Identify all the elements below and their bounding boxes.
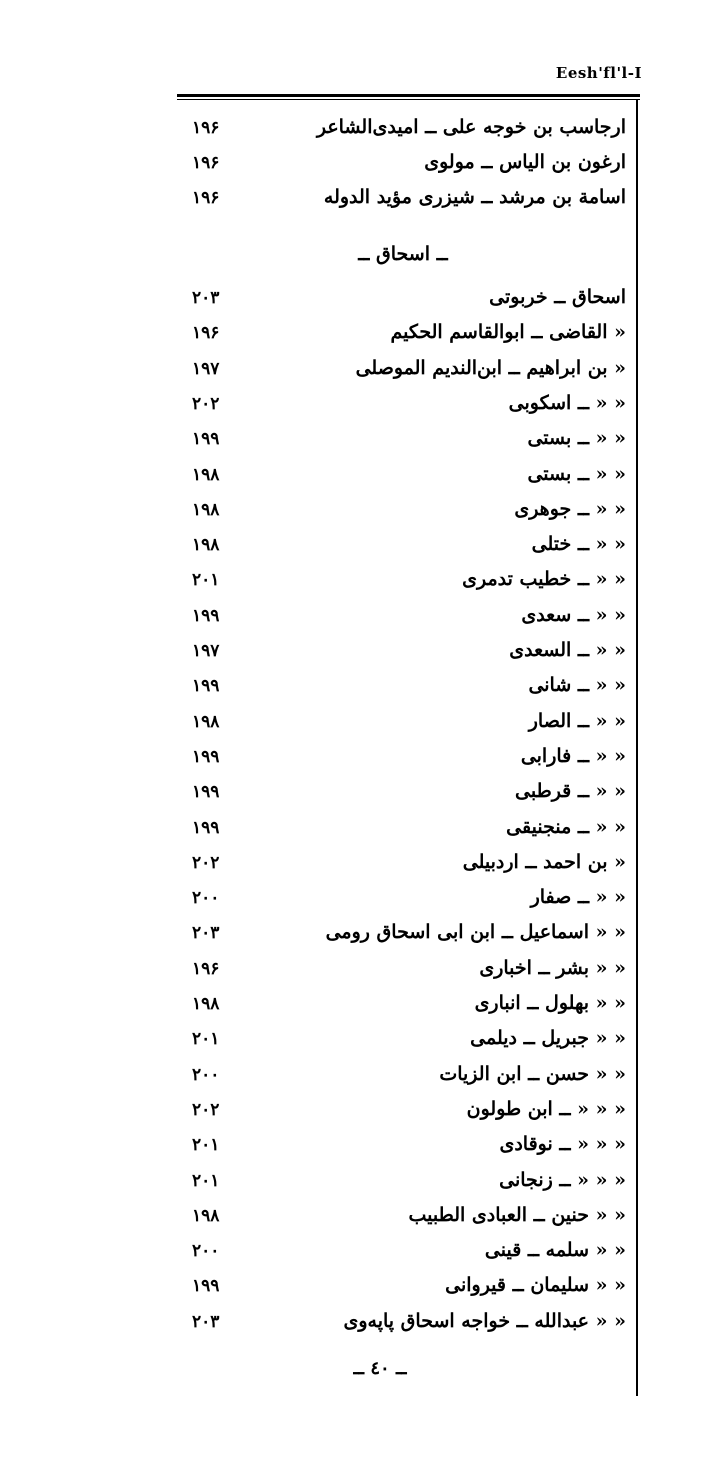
entry-name: « « ــ السعدی	[509, 639, 626, 661]
entry-name: « « حسن ــ ابن الزیات	[439, 1062, 626, 1085]
entry-page-number: ۱۹۷	[192, 358, 220, 379]
index-entry	[180, 286, 626, 320]
entry-name: « « عبدالله ــ خواجه اسحاق پاپه‌وی	[343, 1309, 626, 1332]
index-entry	[180, 1239, 626, 1273]
index-entry	[180, 116, 626, 150]
entry-name: « « ــ منجنیقی	[506, 815, 626, 838]
entry-name: « « اسماعیل ــ ابن ابی اسحاق رومی	[325, 921, 626, 944]
entry-page-number: ۱۹۸	[192, 499, 220, 520]
entry-name: « « ــ بستی	[527, 427, 626, 450]
entry-name: « « حنین ــ العبادی الطبیب	[408, 1203, 626, 1226]
entry-page-number: ۲۰۱	[192, 1170, 220, 1191]
entry-name: « « ــ سعدی	[521, 603, 626, 626]
entry-page-number: ۲۰۳	[192, 923, 220, 944]
entry-page-number: ۱۹۹	[192, 1276, 220, 1297]
entry-name: « « ــ شانی	[528, 674, 626, 697]
header-rule-thin	[177, 99, 640, 100]
index-entry	[180, 992, 626, 1026]
entry-page-number: ۱۹۹	[192, 817, 220, 838]
index-entry	[180, 674, 626, 708]
entry-page-number: ۲۰۲	[192, 852, 220, 873]
entry-page-number: ۲۰۰	[192, 888, 220, 909]
entry-name: « بن احمد ــ اردبیلی	[462, 850, 626, 873]
entry-name: « « ــ اسکوبی	[508, 391, 626, 414]
index-entry	[180, 1063, 626, 1097]
entry-name: « « ــ بستی	[527, 462, 626, 485]
header-rule-thick	[177, 94, 640, 97]
index-entry	[180, 851, 626, 885]
index-entry	[180, 427, 626, 461]
entry-name: « « « ــ ابن طولون	[466, 1097, 626, 1120]
entry-name: « « بشر ــ اخباری	[479, 956, 626, 979]
header-code: Eesh'fl'l-I	[555, 64, 642, 82]
entry-name: « « ــ ختلی	[531, 533, 626, 556]
entry-page-number: ۱۹۶	[192, 958, 220, 979]
entry-page-number: ۱۹۹	[192, 746, 220, 767]
index-entry	[180, 780, 626, 814]
entry-name: ارغون بن الیاس ــ مولوی	[424, 151, 626, 173]
index-entry	[180, 745, 626, 779]
index-entry	[180, 1310, 626, 1344]
page-number: ــ ٤٠ ــ	[353, 1358, 407, 1379]
entry-page-number: ۲۰۳	[192, 288, 220, 308]
index-entry	[180, 1169, 626, 1203]
entry-name: « « ــ قرطبی	[515, 780, 626, 803]
entry-name: « « ــ صفار	[530, 886, 626, 909]
index-entry	[180, 321, 626, 355]
entry-page-number: ۱۹۷	[192, 641, 220, 661]
index-entry	[180, 463, 626, 497]
entry-name: « « ــ الصار	[528, 709, 626, 732]
index-entry	[180, 151, 626, 185]
index-entry	[180, 498, 626, 532]
entry-page-number: ۱۹۸	[192, 711, 220, 732]
entry-page-number: ۱۹۶	[192, 118, 220, 138]
entry-page-number: ۱۹۶	[192, 188, 220, 208]
index-entry	[180, 1098, 626, 1132]
entry-page-number: ۱۹۹	[192, 782, 220, 803]
entry-page-number: ۱۹۹	[192, 676, 220, 697]
entry-name: « « « ــ زنجانی	[499, 1168, 626, 1191]
entry-page-number: ۲۰۲	[192, 393, 220, 414]
entry-page-number: ۲۰۱	[192, 1029, 220, 1050]
entry-page-number: ۲۰۳	[192, 1311, 220, 1332]
entry-page-number: ۱۹۹	[192, 605, 220, 626]
index-entry	[180, 1133, 626, 1167]
index-entry	[180, 957, 626, 991]
index-entry	[180, 568, 626, 602]
entry-page-number: ۲۰۱	[192, 1135, 220, 1156]
index-entry	[180, 1027, 626, 1061]
index-entry	[180, 886, 626, 920]
entry-name: اسامة بن مرشد ــ شیزری مؤید الدوله	[323, 186, 626, 208]
index-entry	[180, 1204, 626, 1238]
index-entry	[180, 186, 626, 220]
entry-name: « « بهلول ــ انباری	[474, 992, 626, 1014]
index-entry	[180, 604, 626, 638]
entry-name: « « ــ خطیب تدمری	[462, 568, 626, 591]
index-entry	[180, 710, 626, 744]
section-heading: ــ اسحاق ــ	[358, 243, 448, 265]
entry-page-number: ۲۰۱	[192, 570, 220, 591]
entry-name: « « ــ جوهری	[514, 497, 626, 520]
entry-page-number: ۱۹۸	[192, 535, 220, 556]
entry-page-number: ۱۹۸	[192, 994, 220, 1014]
margin-rule	[636, 100, 638, 1396]
entry-name: « « ــ فارابی	[520, 744, 626, 767]
entry-name: « « « ــ نوقادی	[499, 1133, 626, 1156]
index-entry	[180, 816, 626, 850]
entry-name: « « سلیمان ــ قیروانی	[445, 1274, 626, 1297]
index-entry	[180, 1274, 626, 1308]
entry-page-number: ۱۹۸	[192, 464, 220, 485]
entry-name: « « سلمه ــ قینی	[484, 1239, 626, 1262]
index-entry	[180, 921, 626, 955]
entry-name: « « جبریل ــ دیلمی	[470, 1027, 626, 1050]
entry-name: « القاضی ــ ابوالقاسم الحکیم	[390, 321, 626, 344]
entry-page-number: ۲۰۰	[192, 1064, 220, 1085]
index-entry	[180, 533, 626, 567]
entry-page-number: ۱۹۸	[192, 1205, 220, 1226]
index-entry	[180, 639, 626, 673]
entry-page-number: ۱۹۹	[192, 429, 220, 450]
entry-page-number: ۱۹۶	[192, 153, 220, 173]
entry-page-number: ۱۹۶	[192, 323, 220, 344]
entry-page-number: ۲۰۲	[192, 1099, 220, 1120]
entry-name: ارجاسب بن خوجه علی ــ امیدی‌الشاعر	[316, 116, 626, 138]
index-entry	[180, 392, 626, 426]
index-entry	[180, 357, 626, 391]
entry-name: « بن ابراهیم ــ ابن‌الندیم الموصلی	[355, 356, 626, 379]
entry-page-number: ۲۰۰	[192, 1241, 220, 1262]
entry-name: اسحاق ــ خربوتی	[489, 286, 626, 308]
